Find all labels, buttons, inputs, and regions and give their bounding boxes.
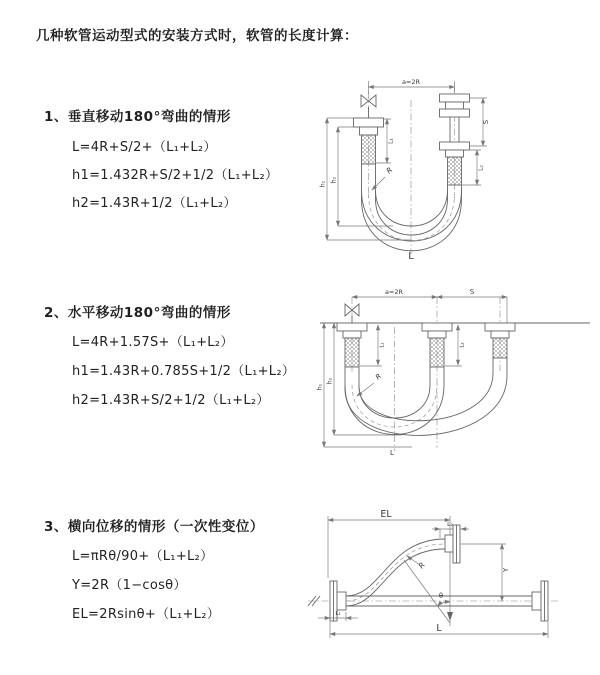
centerlines [352,297,500,451]
radius-label: R [416,560,427,571]
extension-lines [324,435,412,447]
formula-line: L=4R+S/2+（L₁+L₂） [72,140,217,155]
l2-label: L₂ [477,165,485,171]
h2-label: h₂ [330,176,338,184]
length-label: L [390,449,394,457]
diagram-vertical-180-bend [315,72,590,262]
formula-line: h2=1.43R+S/2+1/2（L₁+L₂） [72,393,270,408]
l2-label: L₂ [459,342,466,348]
braid-sleeve [362,135,376,164]
top-flange-fitting [445,525,460,563]
bend-angle [404,560,453,623]
diagram-lateral-displacement [300,508,595,648]
formula-line: h1=1.43R+0.785S+1/2（L₁+L₂） [72,364,296,379]
formula-line: L=πRθ/90+（L₁+L₂） [72,549,214,564]
moving-fitting-position-2 [485,323,515,358]
s-label: S [469,288,475,296]
moving-fitting-position-1 [422,323,452,367]
y-label: Y [502,567,510,573]
formula-line: Y=2R（1−cosθ） [72,578,187,593]
angle-arc [438,602,450,606]
section-1-heading: 1、垂直移动180°弯曲的情形 [44,109,231,125]
braid-sleeve [345,338,359,367]
radius-label: R [384,165,395,176]
hose-centerline [369,194,455,241]
section-2-heading: 2、水平移动180°弯曲的情形 [44,305,231,321]
formula-line: L=4R+1.57S+（L₁+L₂） [72,335,234,350]
left-end-fitting [337,323,367,367]
length-label: L [408,251,414,262]
page-title: 几种软管运动型式的安装方式时，软管的长度计算： [36,28,358,44]
vertical-180-bend-drawing [315,72,590,262]
l1-label: L₁ [335,611,341,617]
horizontal-180-bend-drawing [312,283,597,463]
a2r-label: a=2R [384,288,404,296]
l1-label: L₁ [379,342,386,348]
h1-label: h₁ [316,383,324,391]
a2r-label: a=2R [401,78,421,86]
h2-label: h₂ [326,377,334,385]
hose-u-curves [362,164,462,251]
h1-label: h₁ [319,180,327,188]
radius-leader-line [372,177,385,190]
el-label: EL [380,509,392,520]
radius-label: R [374,372,384,382]
length-label: L [436,623,442,634]
formula-line: h2=1.43R+1/2（L₁+L₂） [72,196,237,211]
l2-label: L₂ [447,521,453,528]
braid-sleeve [448,157,462,185]
braid-sleeve [430,338,444,367]
section-3-heading: 3、横向位移的情形（一次性变位） [44,519,264,535]
right-flange-fitting [532,581,548,621]
theta-label: θ [438,592,444,600]
left-end-fitting [354,118,384,164]
formula-line: EL=2Rsinθ+（L₁+L₂） [72,607,221,622]
s-label: S [482,119,490,125]
diagram-horizontal-180-bend [312,283,597,463]
braid-sleeve [493,338,507,358]
formula-line: h1=1.432R+S/2+1/2（L₁+L₂） [72,168,279,183]
l1-label: L₁ [387,138,395,144]
lateral-displacement-drawing [300,508,595,648]
